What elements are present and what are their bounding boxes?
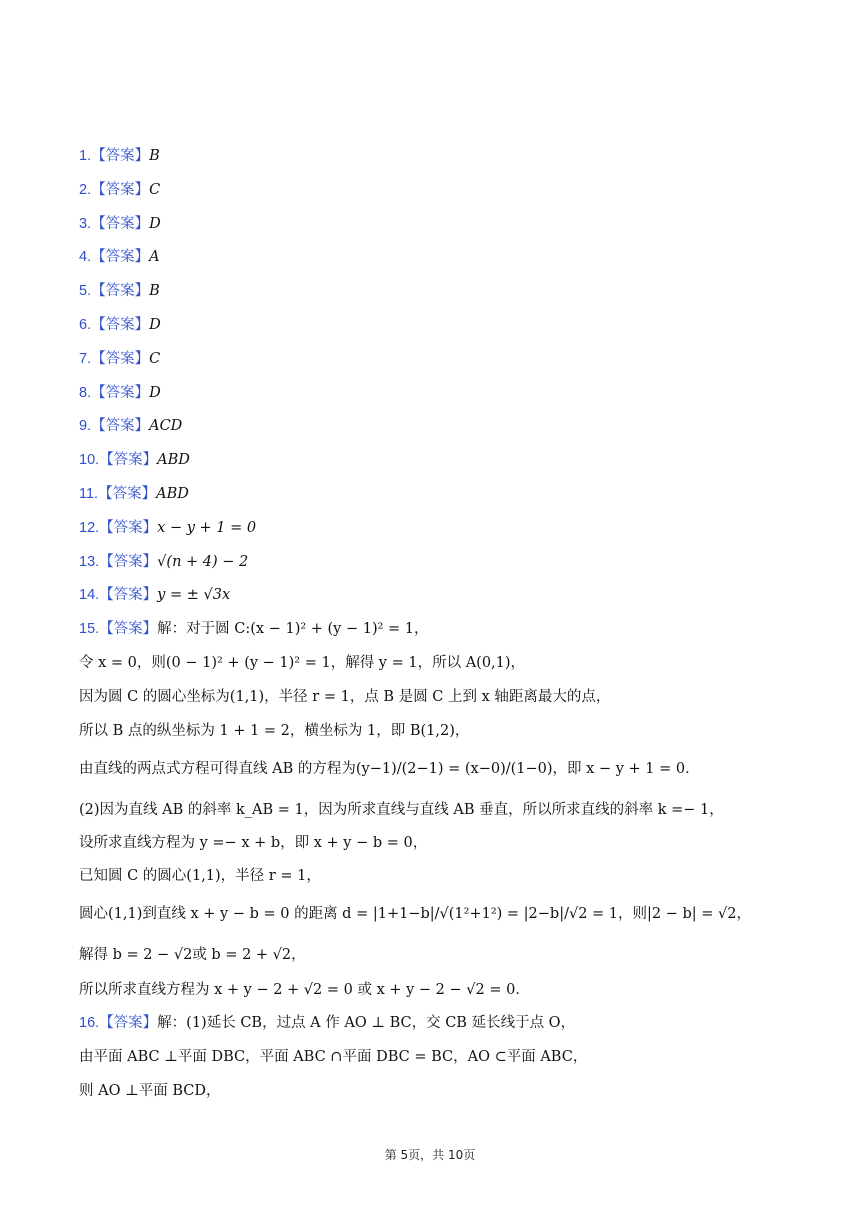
answer-line-11: 11.【答案】ABD [79,486,189,502]
answer-line-9: 9.【答案】ACD [79,418,183,434]
q16-line-1: 16.【答案】解：(1)延长 CB，过点 A 作 AO ⊥ BC，交 CB 延长线于点 O， [79,1015,576,1031]
answer-line-10: 10.【答案】ABD [79,452,190,468]
answer-line-2: 2.【答案】C [79,182,161,198]
answer-line-1: 1.【答案】B [79,148,160,164]
q15-line-3: 因为圆 C 的圆心坐标为(1,1)，半径 r = 1，点 B 是圆 C 上到 x 轴距离最大的点， [79,689,611,705]
q15-line-11: 所以所求直线方程为 x + y − 2 + √2 = 0 或 x + y − 2 − √2 = 0． [79,982,530,998]
q15-line-8: 已知圆 C 的圆心(1,1)，半径 r = 1， [79,868,321,884]
answer-line-3: 3.【答案】D [79,216,161,232]
answer-line-6: 6.【答案】D [79,317,161,333]
answer-line-13: 13.【答案】√(n + 4) − 2 [79,554,249,570]
page-footer: 第 5页，共 10页 [384,1148,476,1162]
q15-line-4: 所以 B 点的纵坐标为 1 + 1 = 2，横坐标为 1，即 B(1,2)， [79,723,470,739]
answer-line-12: 12.【答案】x − y + 1 = 0 [79,520,257,536]
q15-line-1: 15.【答案】解：对于圆 C:(x − 1)² + (y − 1)² = 1， [79,621,429,637]
answer-line-5: 5.【答案】B [79,283,160,299]
q16-line-3: 则 AO ⊥平面 BCD， [79,1083,221,1099]
answer-line-7: 7.【答案】C [79,351,161,367]
answer-line-8: 8.【答案】D [79,385,161,401]
q15-line-9: 圆心(1,1)到直线 x + y − b = 0 的距离 d = |1+1−b|/√(1²+1²) = |2−b|/√2 = 1，则|2 − b| = √2， [79,906,752,922]
q15-line-2: 令 x = 0，则(0 − 1)² + (y − 1)² = 1，解得 y = 1，所以 A(0,1)， [79,655,526,671]
q15-line-7: 设所求直线方程为 y =− x + b，即 x + y − b = 0， [79,835,428,851]
q15-line-10: 解得 b = 2 − √2或 b = 2 + √2， [79,947,306,963]
q15-line-5: 由直线的两点式方程可得直线 AB 的方程为(y−1)/(2−1) = (x−0)/(1−0)，即 x − y + 1 = 0． [79,761,700,777]
q15-line-6: (2)因为直线 AB 的斜率 k_AB = 1，因为所求直线与直线 AB 垂直，所以所求直线的斜率 k =− 1， [79,802,724,818]
answer-line-4: 4.【答案】A [79,249,160,265]
q16-line-2: 由平面 ABC ⊥平面 DBC，平面 ABC ∩平面 DBC = BC，AO ⊂平面 ABC， [79,1049,588,1065]
answer-line-14: 14.【答案】y = ± √3x [79,587,231,603]
